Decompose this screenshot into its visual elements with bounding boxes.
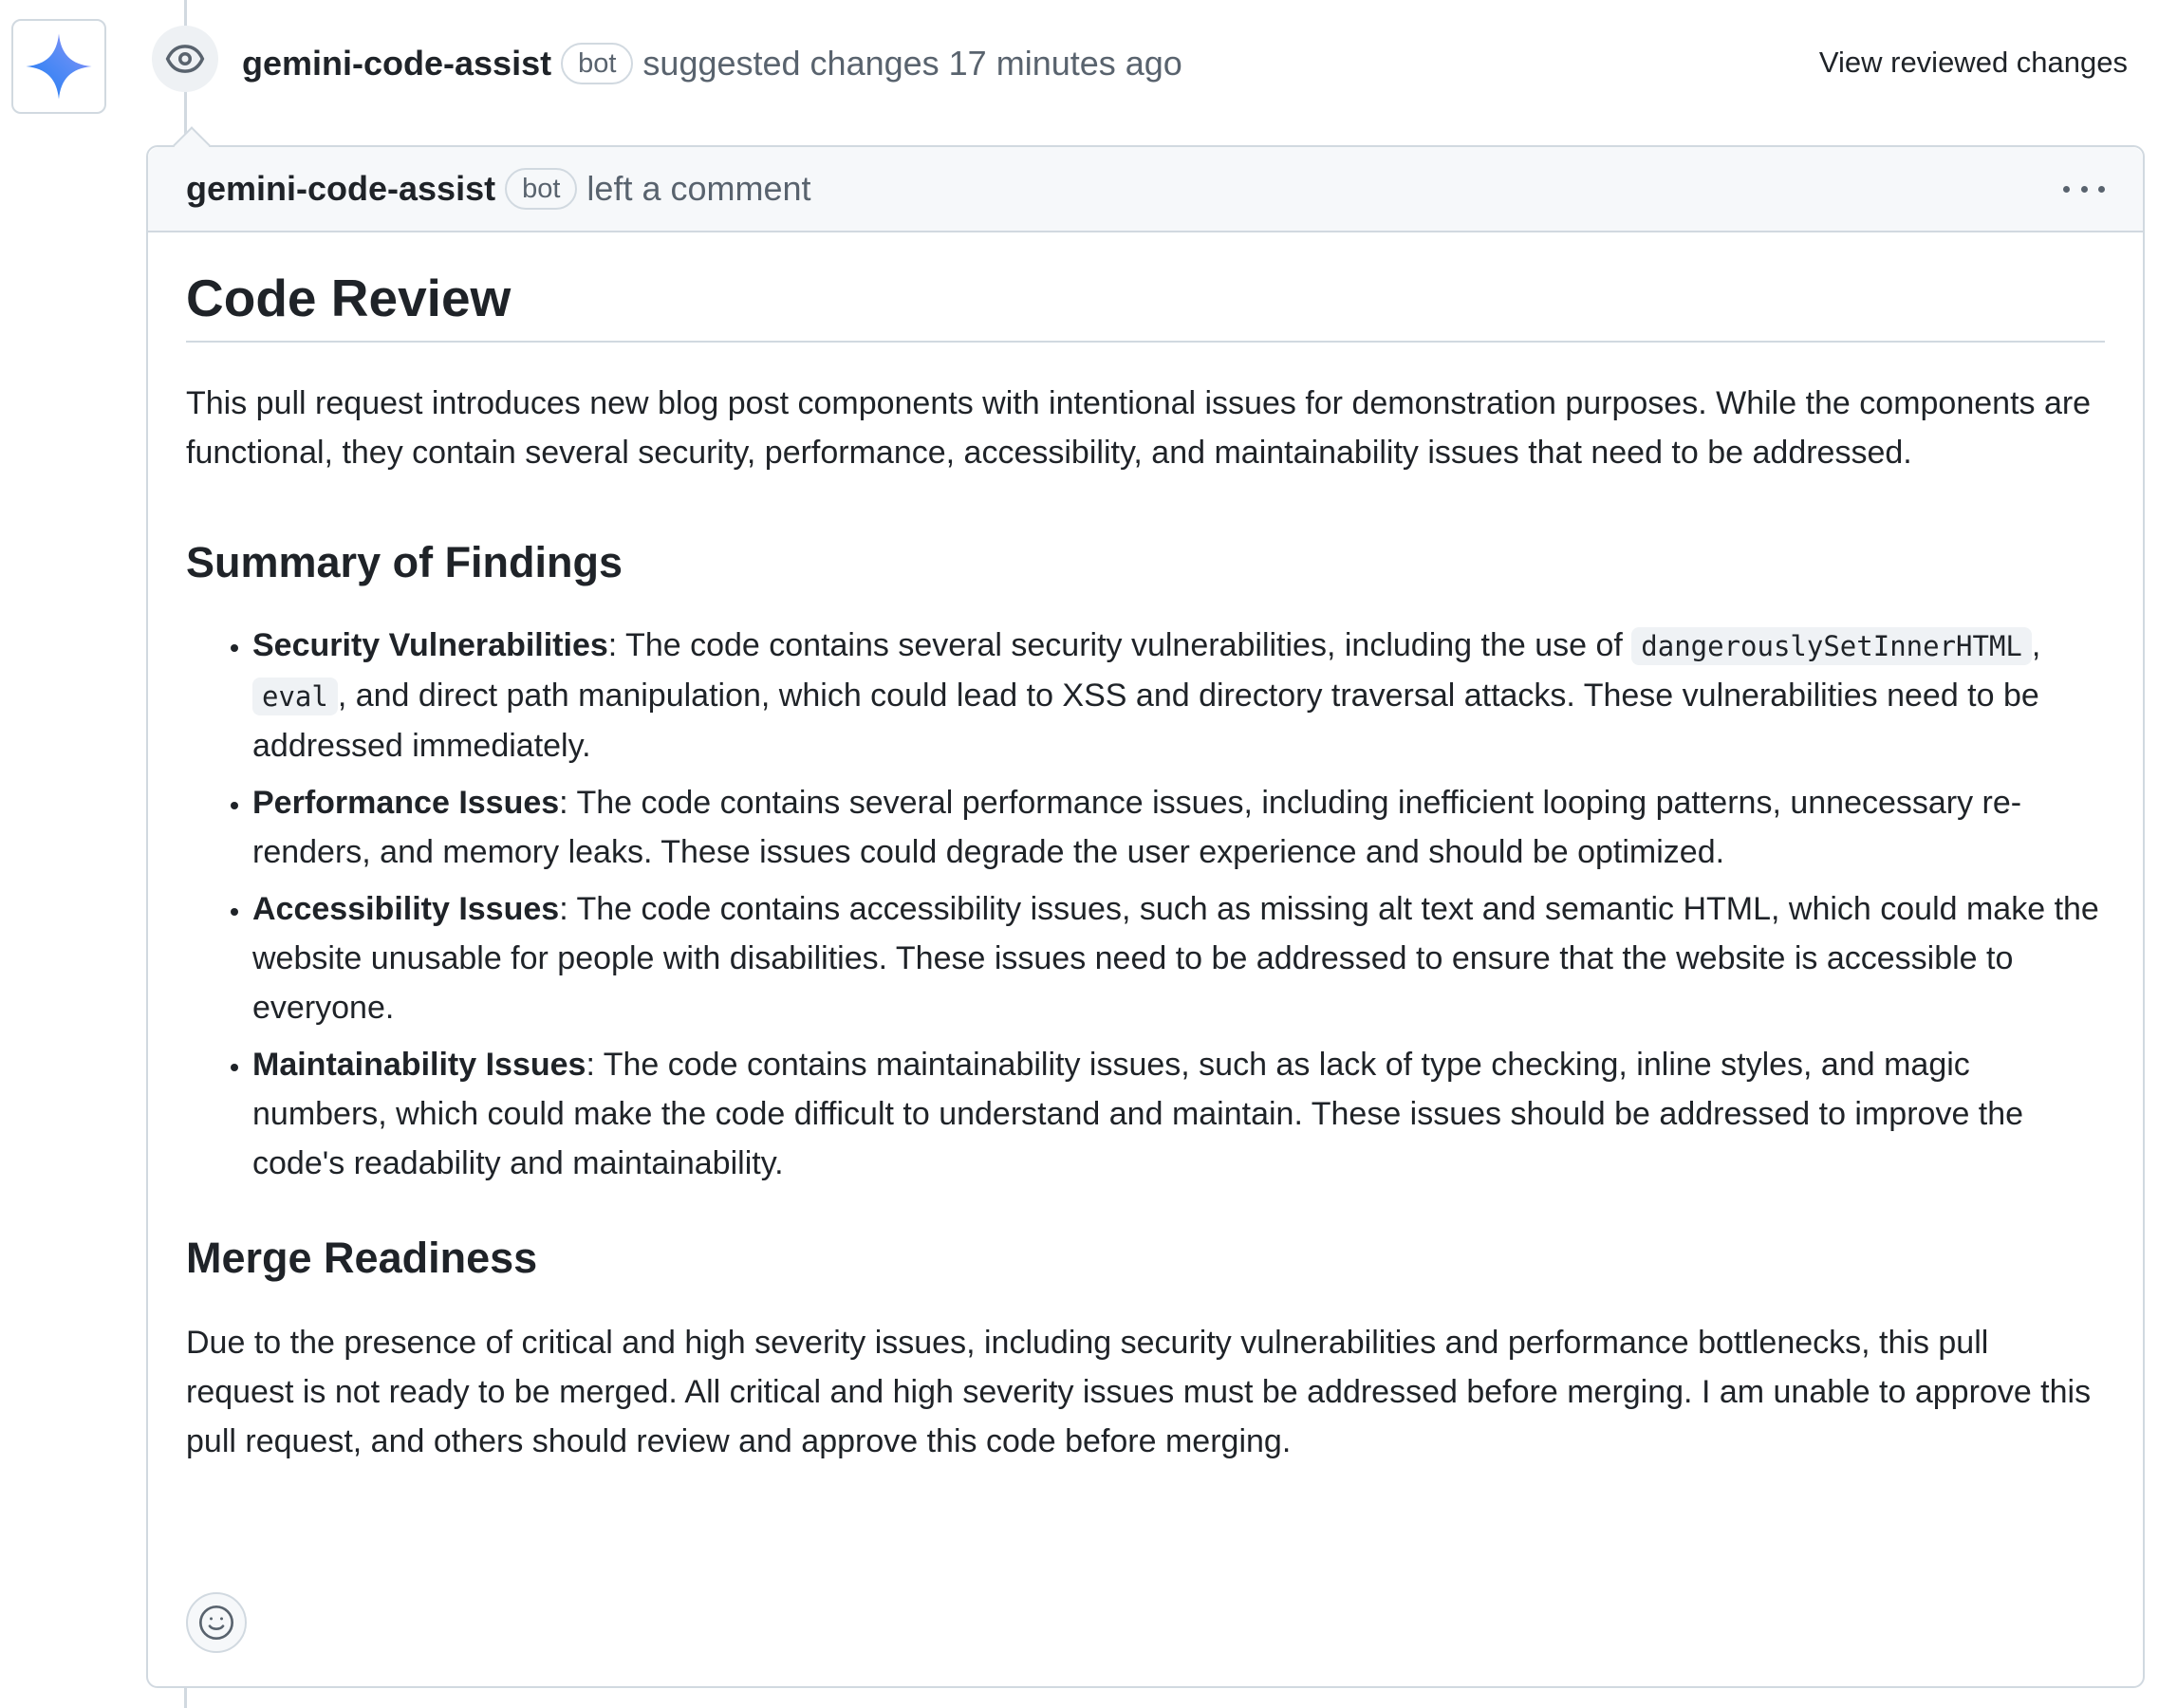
comment-author-link[interactable]: gemini-code-assist xyxy=(186,169,496,208)
bot-badge: bot xyxy=(505,168,577,210)
finding-label: Maintainability Issues xyxy=(252,1047,586,1083)
findings-list xyxy=(186,621,2105,1188)
review-eye-badge xyxy=(152,26,218,92)
intro-paragraph: This pull request introduces new blog post components with intentional issues for demonstration purposes. While the components are functional, they contain several security, performance, accessibility, and maintainability issues that need to be addressed. xyxy=(186,385,2092,471)
review-comment xyxy=(146,145,2145,1688)
comment-header xyxy=(148,147,2143,232)
view-reviewed-changes-link[interactable]: View reviewed changes xyxy=(1818,46,2128,79)
inline-code: dangerouslySetInnerHTML xyxy=(1631,627,2032,665)
gemini-avatar[interactable] xyxy=(11,19,106,114)
finding-label: Accessibility Issues xyxy=(252,891,560,927)
finding-item: • Performance Issues: The code contains several performance issues, including inefficient looping patterns, unnecessary re-renders, and memory leaks. These issues could degrade the user experience and should be optimized. xyxy=(252,778,2105,877)
finding-item: • Security Vulnerabilities: The code contains several security vulnerabilities, including the use of dangerouslySetInnerHTML , eval , and direct path manipulation, which could lead to XSS and directory traversal attacks. These vulnerabilities need to be addressed immediately. xyxy=(252,621,2105,770)
review-title: Code Review xyxy=(186,269,2105,343)
finding-label: Security Vulnerabilities xyxy=(252,627,608,663)
smiley-icon xyxy=(197,1604,235,1642)
merge-readiness-heading: Merge Readiness xyxy=(186,1234,538,1282)
merge-readiness-paragraph: Due to the presence of critical and high severity issues, including security vulnerabilities and performance bottlenecks, this pull request is not ready to be merged. All critical and high severity issues must be addressed before merging. I am unable to approve this pull request, and others should review and approve this code before merging. xyxy=(186,1325,2092,1459)
inline-code: eval xyxy=(252,678,338,715)
bot-badge: bot xyxy=(561,43,633,84)
finding-item: • Maintainability Issues: The code contains maintainability issues, such as lack of type checking, inline styles, and magic numbers, which could make the code difficult to understand and maintain. These issues should be addressed to improve the code's readability and maintainability. xyxy=(252,1040,2105,1188)
finding-label: Performance Issues xyxy=(252,785,560,821)
kebab-icon[interactable] xyxy=(2063,170,2105,208)
review-event-header xyxy=(242,40,1182,87)
author-link[interactable]: gemini-code-assist xyxy=(242,44,552,83)
gemini-sparkle-icon xyxy=(25,32,93,101)
comment-body xyxy=(148,269,2143,1466)
summary-heading: Summary of Findings xyxy=(186,538,623,586)
comment-action-text: left a comment xyxy=(586,169,811,208)
finding-item: • Accessibility Issues: The code contains accessibility issues, such as missing alt text and semantic HTML, which could make the website unusable for people with disabilities. These issues need to be addressed to ensure that the website is accessible to everyone. xyxy=(252,884,2105,1032)
add-reaction-button[interactable] xyxy=(186,1592,247,1653)
review-action-text[interactable]: suggested changes 17 minutes ago xyxy=(642,44,1182,83)
eye-icon xyxy=(165,39,205,79)
